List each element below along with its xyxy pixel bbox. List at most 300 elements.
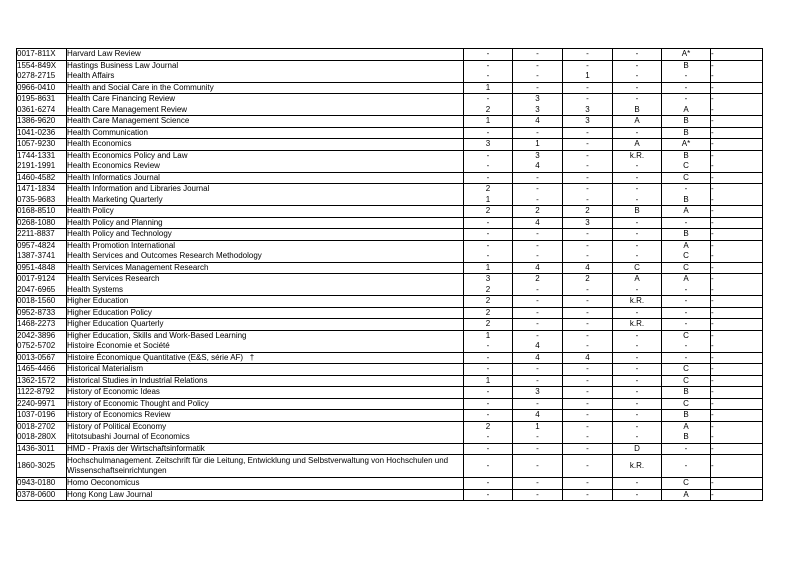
table-row <box>17 307 763 319</box>
table-row <box>17 341 763 352</box>
issn-cell: 0943-0180 <box>17 478 67 490</box>
rating-cell: - <box>513 443 563 455</box>
note-cell: - <box>711 478 763 490</box>
rating-cell: 4 <box>513 341 563 352</box>
rating-cell: - <box>563 251 613 262</box>
rating-cell: 3 <box>464 139 513 151</box>
rating-cell: C <box>662 172 711 184</box>
rating-cell: D <box>613 443 662 455</box>
journal-title-cell: History of Economic Ideas <box>67 387 464 399</box>
journal-title-cell: Hochschulmanagement. Zeitschrift für die Leitung, Entwicklung und Selbstverwaltung von Hochschulen und Wissenschaftseinrichtungen <box>67 455 464 478</box>
note-cell: - <box>711 489 763 501</box>
rating-cell: - <box>513 240 563 251</box>
rating-cell: - <box>513 478 563 490</box>
note-cell: - <box>711 127 763 139</box>
rating-cell: - <box>662 455 711 478</box>
rating-cell: - <box>513 375 563 387</box>
rating-cell: - <box>563 82 613 94</box>
table-row <box>17 206 763 218</box>
table-row <box>17 94 763 105</box>
journal-title-cell: HMD - Praxis der Wirtschaftsinformatik <box>67 443 464 455</box>
note-cell: - <box>711 229 763 241</box>
rating-cell: - <box>513 49 563 61</box>
rating-cell: - <box>563 432 613 443</box>
rating-cell: - <box>563 364 613 376</box>
rating-cell: - <box>563 455 613 478</box>
issn-cell: 1468-2273 <box>17 319 67 331</box>
rating-cell: k.R. <box>613 150 662 161</box>
journal-title-cell: Health Information and Libraries Journal <box>67 184 464 195</box>
rating-cell: A <box>662 421 711 432</box>
note-cell: - <box>711 71 763 82</box>
table-row <box>17 296 763 308</box>
journal-title-cell: Hitotsubashi Journal of Economics <box>67 432 464 443</box>
rating-cell: 2 <box>563 206 613 218</box>
rating-cell: - <box>613 217 662 229</box>
journal-title-cell: Health Services and Outcomes Research Methodology <box>67 251 464 262</box>
rating-cell: C <box>662 478 711 490</box>
rating-cell: - <box>464 387 513 399</box>
rating-cell: B <box>662 127 711 139</box>
journal-title-cell: History of Political Economy <box>67 421 464 432</box>
note-cell: - <box>711 421 763 432</box>
rating-cell: - <box>613 60 662 71</box>
note-cell: - <box>711 387 763 399</box>
note-cell: - <box>711 206 763 218</box>
issn-cell: 2211-8837 <box>17 229 67 241</box>
journal-title-cell: Health Policy and Technology <box>67 229 464 241</box>
journal-title-cell: Health Economics Review <box>67 161 464 172</box>
rating-cell: - <box>464 49 513 61</box>
rating-cell: - <box>563 443 613 455</box>
rating-cell: - <box>613 387 662 399</box>
rating-cell: 4 <box>563 352 613 364</box>
rating-cell: - <box>613 478 662 490</box>
journal-title-cell: Higher Education <box>67 296 464 308</box>
rating-cell: 3 <box>513 105 563 116</box>
rating-cell: 2 <box>464 184 513 195</box>
rating-cell: k.R. <box>613 319 662 331</box>
issn-cell: 1122-8792 <box>17 387 67 399</box>
rating-cell: - <box>662 82 711 94</box>
rating-cell: C <box>662 330 711 341</box>
note-cell: - <box>711 49 763 61</box>
rating-cell: 4 <box>563 262 613 274</box>
rating-cell: - <box>613 341 662 352</box>
journal-table-body <box>17 49 763 501</box>
rating-cell: - <box>464 432 513 443</box>
issn-cell: 0017-811X <box>17 49 67 61</box>
rating-cell: - <box>613 195 662 206</box>
rating-cell: k.R. <box>613 296 662 308</box>
table-row <box>17 455 763 478</box>
rating-cell: B <box>662 195 711 206</box>
rating-cell: - <box>464 341 513 352</box>
journal-title-cell: Health Policy <box>67 206 464 218</box>
table-row <box>17 49 763 61</box>
rating-cell: - <box>613 94 662 105</box>
note-cell: - <box>711 432 763 443</box>
rating-cell: 2 <box>513 206 563 218</box>
issn-cell: 0018-280X <box>17 432 67 443</box>
journal-title-cell: Higher Education Quarterly <box>67 319 464 331</box>
rating-cell: 2 <box>464 307 513 319</box>
rating-cell: 1 <box>464 116 513 128</box>
note-cell: - <box>711 161 763 172</box>
rating-cell: - <box>563 421 613 432</box>
rating-cell: - <box>464 352 513 364</box>
note-cell: - <box>711 307 763 319</box>
table-row <box>17 172 763 184</box>
table-row <box>17 375 763 387</box>
rating-cell: - <box>563 94 613 105</box>
rating-cell: - <box>464 229 513 241</box>
journal-title-cell: Health Affairs <box>67 71 464 82</box>
rating-cell: A <box>613 116 662 128</box>
journal-title-cell: Histoire Économie et Société <box>67 341 464 352</box>
issn-cell: 2240-9971 <box>17 398 67 410</box>
rating-cell: C <box>662 262 711 274</box>
rating-cell: A* <box>662 139 711 151</box>
rating-cell: - <box>662 296 711 308</box>
rating-cell: 1 <box>513 139 563 151</box>
journal-title-cell: Health Care Financing Review <box>67 94 464 105</box>
journal-title-cell: Hong Kong Law Journal <box>67 489 464 501</box>
rating-cell: - <box>563 330 613 341</box>
rating-cell: B <box>662 387 711 399</box>
rating-cell: - <box>563 398 613 410</box>
issn-cell: 1471-1834 <box>17 184 67 195</box>
rating-cell: 4 <box>513 410 563 422</box>
table-row <box>17 229 763 241</box>
rating-cell: k.R. <box>613 455 662 478</box>
rating-cell: 2 <box>464 319 513 331</box>
rating-cell: - <box>464 172 513 184</box>
rating-cell: A <box>613 139 662 151</box>
rating-cell: - <box>613 421 662 432</box>
rating-cell: C <box>613 262 662 274</box>
rating-cell: A <box>662 489 711 501</box>
rating-cell: - <box>563 161 613 172</box>
rating-cell: 3 <box>464 274 513 285</box>
rating-cell: 3 <box>513 387 563 399</box>
note-cell: - <box>711 172 763 184</box>
rating-cell: - <box>464 161 513 172</box>
table-row <box>17 319 763 331</box>
rating-cell: 4 <box>513 217 563 229</box>
issn-cell: 0378-0600 <box>17 489 67 501</box>
rating-cell: - <box>563 478 613 490</box>
note-cell: - <box>711 319 763 331</box>
issn-cell: 1744-1331 <box>17 150 67 161</box>
rating-cell: - <box>613 240 662 251</box>
issn-cell: 2042-3896 <box>17 330 67 341</box>
rating-cell: - <box>563 319 613 331</box>
table-row <box>17 240 763 251</box>
note-cell: - <box>711 105 763 116</box>
rating-cell: 3 <box>513 150 563 161</box>
rating-cell: - <box>513 127 563 139</box>
rating-cell: - <box>563 172 613 184</box>
rating-cell: - <box>464 217 513 229</box>
note-cell: - <box>711 195 763 206</box>
rating-cell: 3 <box>563 116 613 128</box>
note-cell: - <box>711 60 763 71</box>
issn-cell: 0168-8510 <box>17 206 67 218</box>
rating-cell: A <box>662 274 711 285</box>
rating-cell: - <box>513 307 563 319</box>
rating-cell: - <box>613 229 662 241</box>
note-cell: - <box>711 184 763 195</box>
note-cell: - <box>711 330 763 341</box>
table-row <box>17 195 763 206</box>
rating-cell: 1 <box>563 71 613 82</box>
rating-cell: - <box>513 398 563 410</box>
journal-title-cell: Health Promotion International <box>67 240 464 251</box>
table-row <box>17 478 763 490</box>
table-row <box>17 443 763 455</box>
note-cell: - <box>711 139 763 151</box>
table-row <box>17 274 763 285</box>
note-cell: - <box>711 285 763 296</box>
note-cell: - <box>711 455 763 478</box>
rating-cell: 4 <box>513 161 563 172</box>
rating-cell: - <box>613 398 662 410</box>
table-row <box>17 116 763 128</box>
rating-cell: 1 <box>464 82 513 94</box>
issn-cell: 0013-0567 <box>17 352 67 364</box>
rating-cell: 1 <box>464 375 513 387</box>
rating-cell: - <box>613 352 662 364</box>
table-row <box>17 161 763 172</box>
table-row <box>17 398 763 410</box>
rating-cell: - <box>563 341 613 352</box>
rating-cell: C <box>662 375 711 387</box>
rating-cell: - <box>662 341 711 352</box>
note-cell: - <box>711 352 763 364</box>
rating-cell: - <box>613 161 662 172</box>
rating-cell: 4 <box>513 116 563 128</box>
rating-cell: - <box>563 127 613 139</box>
rating-cell: - <box>613 330 662 341</box>
rating-cell: - <box>662 319 711 331</box>
rating-cell: - <box>464 150 513 161</box>
rating-cell: 2 <box>513 274 563 285</box>
note-cell: - <box>711 94 763 105</box>
rating-cell: - <box>513 432 563 443</box>
rating-cell: - <box>563 184 613 195</box>
rating-cell: - <box>464 478 513 490</box>
journal-title-cell: History of Economics Review <box>67 410 464 422</box>
rating-cell: - <box>662 285 711 296</box>
rating-cell: - <box>513 319 563 331</box>
journal-title-cell: Health Systems <box>67 285 464 296</box>
rating-cell: - <box>464 410 513 422</box>
rating-cell: - <box>513 251 563 262</box>
table-row <box>17 60 763 71</box>
journal-title-cell: Health Economics Policy and Law <box>67 150 464 161</box>
rating-cell: - <box>613 432 662 443</box>
note-cell: - <box>711 116 763 128</box>
rating-cell: - <box>464 94 513 105</box>
journal-title-cell: Health Informatics Journal <box>67 172 464 184</box>
issn-cell: 0752-5702 <box>17 341 67 352</box>
issn-cell: 0951-4848 <box>17 262 67 274</box>
rating-cell: - <box>563 60 613 71</box>
issn-cell: 0278-2715 <box>17 71 67 82</box>
note-cell: - <box>711 274 763 285</box>
issn-cell: 1387-3741 <box>17 251 67 262</box>
table-row <box>17 421 763 432</box>
journal-title-cell: Historical Studies in Industrial Relations <box>67 375 464 387</box>
rating-cell: - <box>563 49 613 61</box>
journal-title-cell: Harvard Law Review <box>67 49 464 61</box>
rating-cell: 1 <box>464 262 513 274</box>
rating-cell: - <box>613 410 662 422</box>
table-row <box>17 352 763 364</box>
rating-cell: - <box>662 184 711 195</box>
rating-cell: 2 <box>464 421 513 432</box>
rating-cell: B <box>662 410 711 422</box>
issn-cell: 1860-3025 <box>17 455 67 478</box>
issn-cell: 0017-9124 <box>17 274 67 285</box>
table-row <box>17 105 763 116</box>
issn-cell: 0957-4824 <box>17 240 67 251</box>
note-cell: - <box>711 251 763 262</box>
rating-cell: - <box>464 251 513 262</box>
rating-cell: A <box>662 105 711 116</box>
rating-cell: - <box>613 364 662 376</box>
rating-cell: 2 <box>563 274 613 285</box>
note-cell: - <box>711 262 763 274</box>
journal-title-cell: Health Care Management Review <box>67 105 464 116</box>
journal-title-cell: Homo Oeconomicus <box>67 478 464 490</box>
journal-title-cell: Higher Education Policy <box>67 307 464 319</box>
rating-cell: B <box>662 150 711 161</box>
note-cell: - <box>711 82 763 94</box>
journal-title-cell: Health Services Research <box>67 274 464 285</box>
issn-cell: 1465-4466 <box>17 364 67 376</box>
rating-cell: - <box>513 172 563 184</box>
table-row <box>17 387 763 399</box>
issn-cell: 1362-1572 <box>17 375 67 387</box>
rating-cell: - <box>563 375 613 387</box>
note-cell: - <box>711 240 763 251</box>
rating-cell: - <box>464 364 513 376</box>
rating-cell: - <box>513 285 563 296</box>
rating-cell: - <box>662 94 711 105</box>
rating-cell: C <box>662 251 711 262</box>
rating-cell: 3 <box>563 217 613 229</box>
note-cell: - <box>711 341 763 352</box>
rating-cell: - <box>513 489 563 501</box>
rating-cell: - <box>613 251 662 262</box>
rating-cell: - <box>613 307 662 319</box>
rating-cell: - <box>563 150 613 161</box>
rating-cell: 2 <box>464 105 513 116</box>
rating-cell: - <box>613 172 662 184</box>
issn-cell: 1041-0236 <box>17 127 67 139</box>
rating-cell: - <box>662 307 711 319</box>
rating-cell: - <box>513 195 563 206</box>
rating-cell: A* <box>662 49 711 61</box>
rating-cell: 1 <box>464 195 513 206</box>
note-cell: - <box>711 375 763 387</box>
rating-cell: - <box>613 375 662 387</box>
rating-cell: - <box>513 229 563 241</box>
rating-cell: - <box>464 71 513 82</box>
rating-cell: - <box>513 296 563 308</box>
rating-cell: - <box>563 195 613 206</box>
rating-cell: B <box>662 60 711 71</box>
rating-cell: - <box>563 285 613 296</box>
rating-cell: 1 <box>513 421 563 432</box>
table-row <box>17 410 763 422</box>
journal-title-cell: Health Policy and Planning <box>67 217 464 229</box>
journal-title-cell: Historical Materialism <box>67 364 464 376</box>
issn-cell: 1554-849X <box>17 60 67 71</box>
rating-cell: - <box>662 217 711 229</box>
note-cell: - <box>711 217 763 229</box>
issn-cell: 2191-1991 <box>17 161 67 172</box>
table-row <box>17 262 763 274</box>
rating-cell: 2 <box>464 296 513 308</box>
rating-cell: B <box>613 105 662 116</box>
rating-cell: - <box>613 285 662 296</box>
rating-cell: - <box>662 443 711 455</box>
rating-cell: - <box>513 184 563 195</box>
rating-cell: B <box>662 229 711 241</box>
rating-cell: - <box>464 127 513 139</box>
note-cell: - <box>711 398 763 410</box>
rating-cell: C <box>662 398 711 410</box>
table-row <box>17 184 763 195</box>
table-row <box>17 251 763 262</box>
issn-cell: 0018-1560 <box>17 296 67 308</box>
rating-cell: - <box>613 489 662 501</box>
journal-title-cell: Health Communication <box>67 127 464 139</box>
table-row <box>17 82 763 94</box>
issn-cell: 1057-9230 <box>17 139 67 151</box>
rating-cell: - <box>513 82 563 94</box>
journal-title-cell: Health Marketing Quarterly <box>67 195 464 206</box>
issn-cell: 0018-2702 <box>17 421 67 432</box>
issn-cell: 0195-8631 <box>17 94 67 105</box>
rating-cell: - <box>613 127 662 139</box>
rating-cell: - <box>662 71 711 82</box>
issn-cell: 0966-0410 <box>17 82 67 94</box>
issn-cell: 2047-6965 <box>17 285 67 296</box>
journal-title-cell: Health Services Management Research <box>67 262 464 274</box>
journal-title-cell: History of Economic Thought and Policy <box>67 398 464 410</box>
journal-title-cell: Histoire Économique Quantitative (E&S, série AF) † <box>67 352 464 364</box>
rating-cell: - <box>563 139 613 151</box>
rating-cell: 2 <box>464 206 513 218</box>
issn-cell: 0735-9683 <box>17 195 67 206</box>
note-cell: - <box>711 443 763 455</box>
table-row <box>17 150 763 161</box>
rating-cell: A <box>662 206 711 218</box>
rating-cell: - <box>464 443 513 455</box>
rating-cell: - <box>513 455 563 478</box>
table-row <box>17 71 763 82</box>
table-row <box>17 139 763 151</box>
rating-cell: - <box>563 296 613 308</box>
issn-cell: 1460-4582 <box>17 172 67 184</box>
rating-cell: - <box>613 184 662 195</box>
rating-cell: - <box>513 60 563 71</box>
rating-cell: - <box>464 455 513 478</box>
